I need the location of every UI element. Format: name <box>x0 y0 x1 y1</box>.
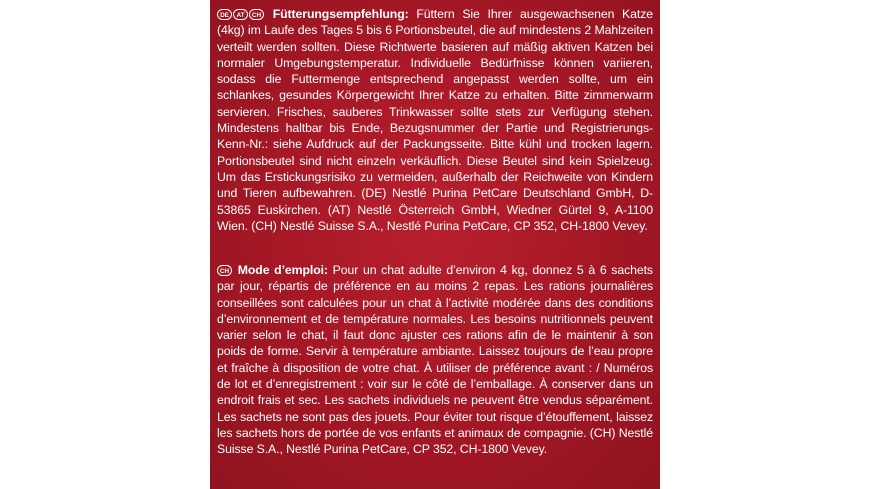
country-badge-at: AT <box>233 9 248 20</box>
section-body-fr: Pour un chat adulte d’environ 4 kg, donnez 5 à 6 sachets par jour, répartis de préférence en au moins 2 repas. Les rations journalières conseillées sont calculées pour un chat à l’activité modérée dans des conditions d’environnement et de température normales. Les besoins nutritionnels peuvent varier selon le chat, il faut donc ajuster ces rations afin de le maintenir à son poids de forme. Servir à température ambiante. Laissez toujours de l’eau propre et fraîche à disposition de votre chat. À utiliser de préférence avant : / Numéros de lot et d’enregistrement : voir sur le côté de l’emballage. À conserver dans un endroit frais et sec. Les sachets individuels ne peuvent être vendus séparément. Les sachets ne sont pas des jouets. Pour éviter tout risque d’étouffement, laissez les sachets hors de portée de vos enfants et animaux de compagnie. (CH) Nestlé Suisse S.A., Nestlé Purina PetCare, CP 352, CH-1800 Vevey. <box>217 263 653 457</box>
feeding-recommendation-de <box>217 6 653 234</box>
section-heading-de: Fütterungsempfehlung: <box>272 7 409 21</box>
country-badge-de: DE <box>217 9 232 20</box>
country-badge-ch-fr: CH <box>217 265 232 276</box>
feeding-instructions-fr <box>217 262 653 458</box>
section-body-de: Füttern Sie Ihrer ausgewachsenen Katze (4kg) im Laufe des Tages 5 bis 6 Portionsbeutel, die auf mindestens 2 Mahlzeiten verteilt werden sollten. Diese Richtwerte basieren auf mäßig aktiven Katzen bei normaler Umgebungstemperatur. Individuelle Bedürfnisse können variieren, sodass die Futtermenge entsprechend angepasst werden sollte, um ein schlankes, gesundes Körpergewicht Ihrer Katze zu erhalten. Bitte zimmerwarm servieren. Frisches, sauberes Trinkwasser sollte stets zur Verfügung stehen. Mindestens haltbar bis Ende, Bezugsnummer der Partie und Registrierungs-Kenn-Nr.: siehe Aufdruck auf der Packungsseite. Bitte kühl und trocken lagern. Portionsbeutel sind nicht einzeln verkäuflich. Diese Beutel sind kein Spielzeug. Um das Erstickungsrisiko zu vermeiden, außerhalb der Reichweite von Kindern und Tieren aufbewahren. (DE) Nestlé Purina PetCare Deutschland GmbH, D-53865 Euskirchen. (AT) Nestlé Österreich GmbH, Wiedner Gürtel 9, A-1100 Wien. (CH) Nestlé Suisse S.A., Nestlé Purina PetCare, CP 352, CH-1800 Vevey. <box>217 7 653 233</box>
section-heading-fr: Mode d’emploi: <box>237 263 328 277</box>
country-badge-ch: CH <box>249 9 264 20</box>
label-panel <box>210 0 660 489</box>
